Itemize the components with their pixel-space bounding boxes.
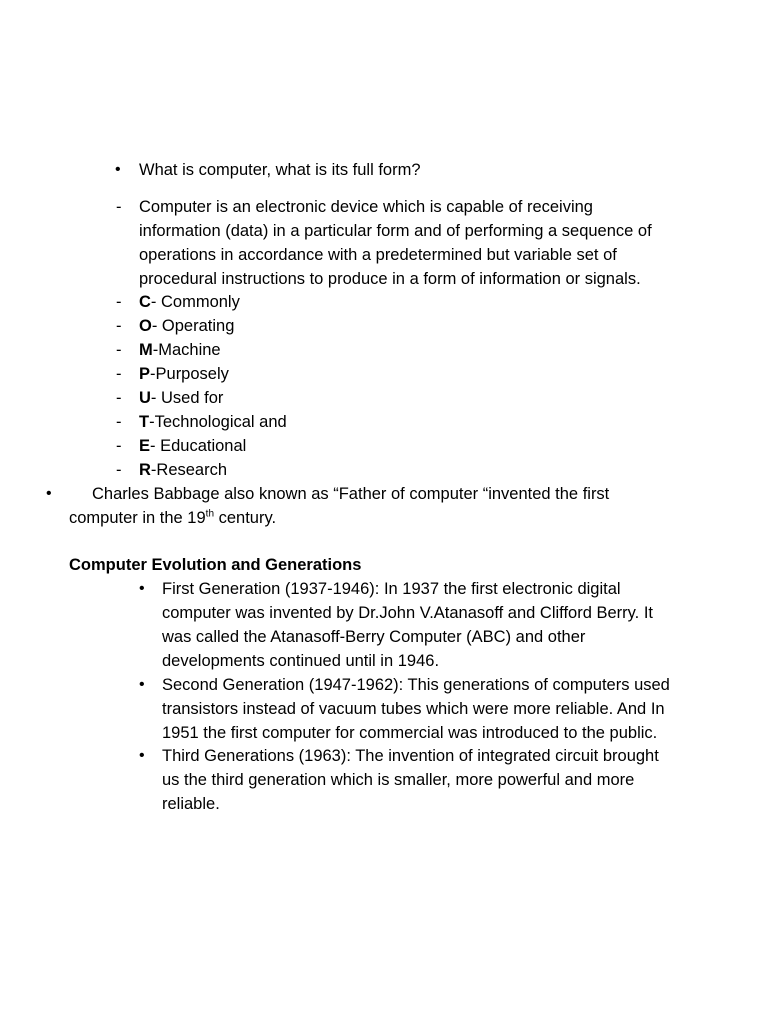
dash-marker: -: [116, 341, 122, 359]
dash-marker: -: [116, 293, 122, 311]
bullet-icon: •: [46, 485, 52, 502]
dash-marker: -: [116, 389, 122, 407]
acronym-item-r: R-Research: [139, 461, 228, 479]
dash-marker: -: [116, 198, 122, 216]
dash-marker: -: [116, 413, 122, 431]
babbage-line-1: Charles Babbage also known as “Father of computer “invented the first: [92, 485, 610, 503]
dash-marker: -: [116, 461, 122, 479]
acronym-item-m: M-Machine: [139, 341, 221, 359]
dash-marker: -: [116, 317, 122, 335]
superscript-th: th: [205, 508, 215, 520]
first-generation-line: developments continued until in 1946.: [162, 652, 440, 670]
acronym-item-e: E- Educational: [139, 437, 247, 455]
section-heading: Computer Evolution and Generations: [69, 556, 362, 574]
acronym-item-t: T-Technological and: [139, 413, 287, 431]
definition-line: operations in accordance with a predetermined but variable set of: [139, 246, 617, 264]
acronym-item-c: C- Commonly: [139, 293, 240, 311]
first-generation-line: First Generation (1937-1946): In 1937 the first electronic digital: [162, 580, 621, 598]
definition-line: information (data) in a particular form and of performing a sequence of: [139, 222, 652, 240]
bullet-icon: •: [139, 580, 145, 597]
first-generation-line: computer was invented by Dr.John V.Atanasoff and Clifford Berry. It: [162, 604, 653, 622]
definition-line: Computer is an electronic device which is capable of receiving: [139, 198, 593, 216]
acronym-item-u: U- Used for: [139, 389, 224, 407]
bullet-icon: •: [139, 747, 145, 764]
dash-marker: -: [116, 437, 122, 455]
second-generation-line: 1951 the first computer for commercial was introduced to the public.: [162, 724, 658, 742]
third-generation-line: reliable.: [162, 795, 220, 813]
definition-line: procedural instructions to produce in a form of information or signals.: [139, 270, 641, 288]
dash-marker: -: [116, 365, 122, 383]
third-generation-line: us the third generation which is smaller, more powerful and more: [162, 771, 635, 789]
babbage-line-2: computer in the 19th century.: [69, 508, 277, 527]
question-what-is-computer: What is computer, what is its full form?: [139, 161, 421, 179]
bullet-icon: •: [115, 161, 121, 178]
bullet-icon: •: [139, 676, 145, 693]
third-generation-line: Third Generations (1963): The invention of integrated circuit brought: [162, 747, 659, 765]
second-generation-line: transistors instead of vacuum tubes which were more reliable. And In: [162, 700, 665, 718]
second-generation-line: Second Generation (1947-1962): This generations of computers used: [162, 676, 670, 694]
first-generation-line: was called the Atanasoff-Berry Computer (ABC) and other: [162, 628, 586, 646]
acronym-item-o: O- Operating: [139, 317, 235, 335]
acronym-item-p: P-Purposely: [139, 365, 229, 383]
